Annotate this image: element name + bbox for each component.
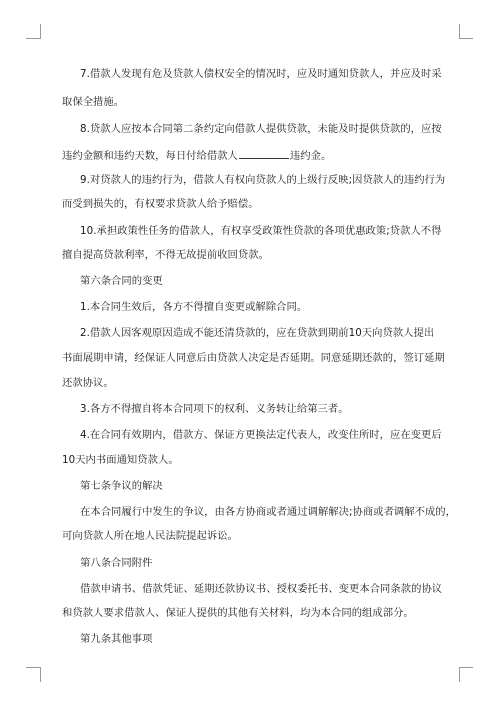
text-line: 在本合同履行中发生的争议，由各方协商或者通过调解解决;协商或者调解不成的，: [80, 506, 457, 518]
section-heading: 第七条争议的解决: [80, 480, 163, 492]
text-line: 3.各方不得擅自将本合同项下的权利、义务转让给第三者。: [80, 403, 349, 415]
text-fragment: 违约金额和违约天数，每日付给借款人: [62, 150, 238, 162]
section-heading: 第八条合同附件: [80, 557, 153, 569]
text-line: 取保全措施。: [62, 96, 125, 108]
text-fragment: 违约金。: [289, 150, 332, 162]
text-line: 书面展期申请，经保证人同意后由贷款人决定是否延期。同意延期还款的，签订延期: [62, 352, 445, 364]
text-line: 10.承担政策性任务的借款人，有权享受政策性贷款的各项优惠政策;贷款人不得: [80, 225, 442, 237]
text-line: 还款协议。: [62, 377, 114, 389]
crop-mark-top-left: [40, 24, 41, 39]
text-line: 2.借款人因客观原因造成不能还清贷款的，应在贷款到期前10天向贷款人提出: [80, 327, 435, 339]
text-line: 而受到损失的，有权要求贷款人给予赔偿。: [62, 198, 259, 210]
text-line: 1.本合同生效后，各方不得擅自变更或解除合同。: [80, 301, 308, 313]
text-line: 擅自提高贷款利率，不得无故提前收回贷款。: [62, 249, 269, 261]
text-line: 8.贷款人应按本合同第二条约定向借款人提供贷款，未能及时提供贷款的，应按: [80, 123, 442, 135]
text-line: 9.对贷款人的违约行为，借款人有权向贷款人的上级行反映;因贷款人的违约行为: [80, 174, 446, 186]
crop-mark-top-right: [459, 24, 460, 39]
section-heading: 第九条其他事项: [80, 633, 153, 645]
crop-mark-bottom-right: [459, 667, 460, 682]
text-line: [62, 148, 442, 163]
crop-mark-bottom-left: [26, 667, 40, 668]
crop-mark-top-left: [26, 38, 40, 39]
crop-mark-top-right: [459, 38, 473, 39]
section-heading: 第六条合同的变更: [80, 275, 163, 287]
text-line: 和贷款人要求借款人、保证人提供的其他有关材料，均为本合同的组成部分。: [62, 607, 414, 619]
text-line: 7.借款人发现有危及贷款人债权安全的情况时，应及时通知贷款人，并应及时采: [80, 68, 442, 80]
text-line: 借款申请书、借款凭证、延期还款协议书、授权委托书、变更本合同条款的协议: [80, 583, 443, 595]
crop-mark-bottom-right: [459, 667, 473, 668]
fill-in-blank: [239, 148, 289, 159]
crop-mark-bottom-left: [40, 667, 41, 682]
text-line: 10天内书面通知贷款人。: [62, 454, 179, 466]
text-line: 可向贷款人所在地人民法院提起诉讼。: [62, 530, 238, 542]
text-line: 4.在合同有效期内，借款方、保证方更换法定代表人，改变住所时，应在变更后: [80, 429, 442, 441]
